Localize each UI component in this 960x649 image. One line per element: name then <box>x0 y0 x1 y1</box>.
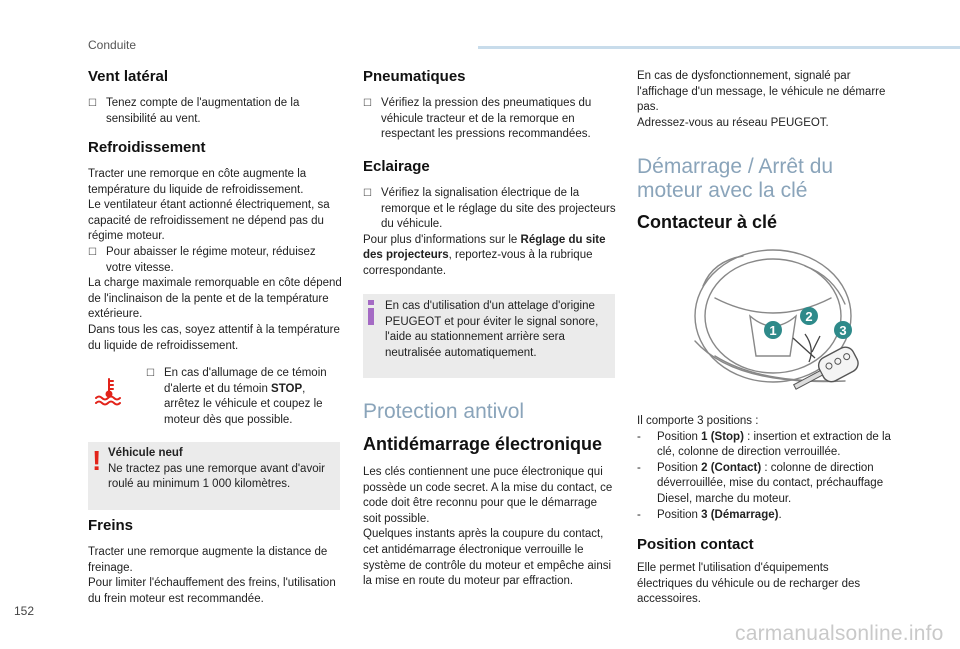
refroidissement-text: Tracter une remorque en côte augmente la température du liquide de refroidissement. Le ventilateur étant actionné électriquement, sa capacité de refroidissement ne dépend pas du régime moteur. ☐ Pour abaisser le régime moteur, réduisez votre vitesse. La charge maximale remorquable en côte dépend de l'inclinaison de la pente et de la température extérieure. Dans tous les cas, soyez attentif à la température du liquide de refroidissement. <box>88 168 342 352</box>
checkbox-bullet-icon: ☐ <box>88 98 97 109</box>
antidemarrage-text: Les clés contiennent une puce électronique qui possède un code secret. A la mise du contact, ce code doit être reconnu pour que le démarrage soit possible. Quelques instants après la coupure du contact, cet antidémarrage électronique verrouille le système de contrôle du moteur et empêche ainsi la mise en route du moteur par effraction. <box>363 466 613 588</box>
heading-refroidissement: Refroidissement <box>88 139 206 156</box>
dysfonctionnement-text: En cas de dysfonctionnement, signalé par l'affichage d'un message, le véhicule ne démarre pas. Adressez-vous au réseau PEUGEOT. <box>637 70 886 129</box>
heading-position-contact: Position contact <box>637 536 754 553</box>
heading-freins: Freins <box>88 517 134 534</box>
heading-demarrage: Démarrage / Arrêt du moteur avec la clé <box>637 155 834 202</box>
heading-eclairage: Eclairage <box>363 158 430 175</box>
heading-pneumatiques: Pneumatiques <box>363 68 466 85</box>
checkbox-bullet-icon: ☐ <box>363 188 372 199</box>
warning-text: Véhicule neuf Ne tractez pas une remorque avant d'avoir roulé au minimum 1 000 kilomètres. <box>108 447 325 491</box>
badge-2-label: 2 <box>805 309 813 324</box>
position-item: - Position 3 (Démarrage). <box>637 508 782 521</box>
vent-bullet: ☐ Tenez compte de l'augmentation de la sensibilité au vent. <box>88 97 300 125</box>
badge-1-label: 1 <box>769 323 777 338</box>
info-text: En cas d'utilisation d'un attelage d'origine PEUGEOT et pour éviter le signal sonore, l'aide au stationnement arrière sera neutralisée automatiquement. <box>385 300 599 359</box>
position-badges <box>764 307 852 339</box>
section-label: Conduite <box>88 38 137 52</box>
freins-text: Tracter une remorque augmente la distance de freinage. Pour limiter l'échauffement des freins, l'utilisation du frein moteur est recommandée. <box>88 546 336 605</box>
heading-vent-lateral: Vent latéral <box>88 68 169 85</box>
checkbox-bullet-icon: ☐ <box>363 98 372 109</box>
badge-3-label: 3 <box>839 323 847 338</box>
exclamation-warning-icon: ! <box>92 445 102 476</box>
heading-contacteur-a-cle: Contacteur à clé <box>637 212 778 232</box>
pneumatiques-bullet: ☐ Vérifiez la pression des pneumatiques du véhicule tracteur et de la remorque en respectant les pressions recommandées. <box>363 97 592 141</box>
page-number: 152 <box>14 604 35 618</box>
coolant-temperature-warning-icon <box>92 376 126 406</box>
position-contact-text: Elle permet l'utilisation d'équipements électriques du véhicule ou de recharger des accessoires. <box>637 562 861 606</box>
info-icon <box>368 300 374 326</box>
checkbox-bullet-icon: ☐ <box>88 246 97 258</box>
heading-protection-antivol: Protection antivol <box>363 400 525 423</box>
heading-antidemarrage: Antidémarrage électronique <box>363 434 603 454</box>
header-bar <box>478 46 960 49</box>
position-item: - Position 1 (Stop) : insertion et extraction de la clé, colonne de direction verrouillée. <box>637 430 891 459</box>
eclairage-text: ☐ Vérifiez la signalisation électrique de la remorque et le réglage du site des projecteurs du véhicule. Pour plus d'informations sur le Réglage du site des projecteurs, reportez-vous à la rubrique correspondante. <box>363 187 616 277</box>
ignition-key-illustration <box>655 246 885 406</box>
checkbox-bullet-icon: ☐ <box>146 368 155 379</box>
watermark: carmanualsonline.info <box>735 622 944 645</box>
position-item: - Position 2 (Contact) : colonne de direction déverrouillée, mise du contact, préchauffage Diesel, marche du moteur. <box>637 461 884 505</box>
positions-list: Il comporte 3 positions : - Position 1 (Stop) : insertion et extraction de la clé, colonne de direction verrouillée. - Position 2 (Contact) : colonne de direction déverrouillée, mise du contact, préchauffage Diesel, marche du moteur. - Position 3 (Démarrage). <box>637 414 892 523</box>
coolant-alert-text: ☐ En cas d'allumage de ce témoin d'alerte et du témoin STOP, arrêtez le véhicule et coupez le moteur dès que possible. <box>146 367 327 426</box>
